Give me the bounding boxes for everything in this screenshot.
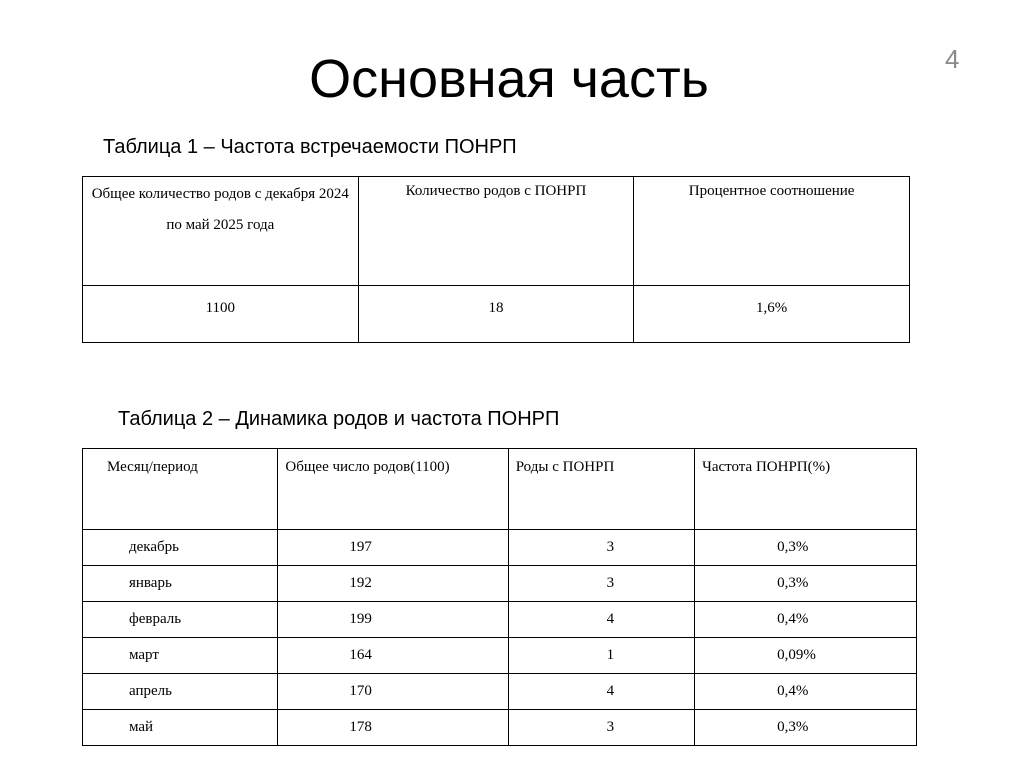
month-cell: январь <box>83 566 278 602</box>
header-cell-births-with-ponrp: Роды с ПОНРП <box>508 449 694 530</box>
dynamics-table <box>82 448 917 746</box>
total-births-cell: 199 <box>278 602 508 638</box>
ponrp-births-cell: 1 <box>508 638 694 674</box>
table-header-row <box>83 449 917 530</box>
ponrp-frequency-cell: 0,3% <box>695 530 917 566</box>
ponrp-births-cell: 3 <box>508 530 694 566</box>
header-cell-month: Месяц/период <box>83 449 278 530</box>
ponrp-births-cell: 3 <box>508 566 694 602</box>
header-cell-births-with-ponrp: Количество родов с ПОНРП <box>358 177 634 286</box>
table-row <box>83 286 910 343</box>
total-births-cell: 170 <box>278 674 508 710</box>
header-cell-ponrp-frequency: Частота ПОНРП(%) <box>695 449 917 530</box>
table-cell: 18 <box>358 286 634 343</box>
ponrp-frequency-cell: 0,3% <box>695 710 917 746</box>
ponrp-births-cell: 4 <box>508 674 694 710</box>
ponrp-births-cell: 3 <box>508 710 694 746</box>
month-cell: декабрь <box>83 530 278 566</box>
ponrp-frequency-cell: 0,3% <box>695 566 917 602</box>
table-row <box>83 566 917 602</box>
table2-caption: Таблица 2 – Динамика родов и частота ПОНРП <box>118 408 560 430</box>
table-row <box>83 674 917 710</box>
table-row <box>83 530 917 566</box>
ponrp-frequency-cell: 0,4% <box>695 674 917 710</box>
ponrp-births-cell: 4 <box>508 602 694 638</box>
header-cell-total-births: Общее число родов(1100) <box>278 449 508 530</box>
total-births-cell: 197 <box>278 530 508 566</box>
frequency-table <box>82 176 910 343</box>
table-row <box>83 710 917 746</box>
table1-caption: Таблица 1 – Частота встречаемости ПОНРП <box>103 136 517 158</box>
total-births-cell: 164 <box>278 638 508 674</box>
ponrp-frequency-cell: 0,09% <box>695 638 917 674</box>
table-row <box>83 602 917 638</box>
month-cell: май <box>83 710 278 746</box>
total-births-cell: 192 <box>278 566 508 602</box>
header-cell-total-births: Общее количество родов с декабря 2024 по май 2025 года <box>83 177 359 286</box>
ponrp-frequency-cell: 0,4% <box>695 602 917 638</box>
table-cell: 1,6% <box>634 286 910 343</box>
slide-number: 4 <box>945 44 960 74</box>
total-births-cell: 178 <box>278 710 508 746</box>
month-cell: апрель <box>83 674 278 710</box>
slide-title: Основная часть <box>309 49 709 109</box>
table-header-row <box>83 177 910 286</box>
header-cell-percentage: Процентное соотношение <box>634 177 910 286</box>
table-row <box>83 638 917 674</box>
month-cell: февраль <box>83 602 278 638</box>
table-cell: 1100 <box>83 286 359 343</box>
month-cell: март <box>83 638 278 674</box>
